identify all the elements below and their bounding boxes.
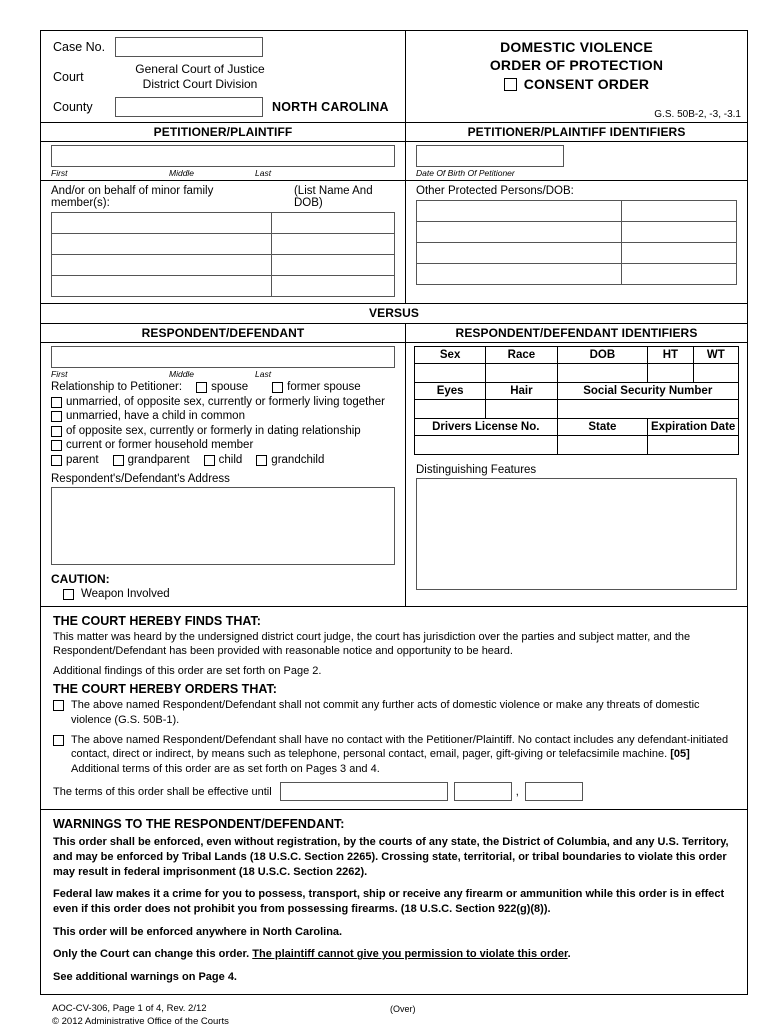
orders-heading: THE COURT HEREBY ORDERS THAT: (53, 682, 277, 697)
minor-dob-cell[interactable] (271, 213, 394, 234)
grandparent-label: grandparent (127, 453, 190, 466)
minor-name-cell[interactable] (52, 255, 272, 276)
petitioner-first-caption: First (51, 168, 68, 178)
effective-year-input[interactable] (525, 782, 583, 801)
household-label: current or former household member (66, 439, 254, 451)
table-row[interactable] (417, 222, 737, 243)
effective-date-input[interactable] (280, 782, 448, 801)
court-line-2: District Court Division (142, 77, 258, 91)
case-number-input[interactable] (115, 37, 263, 57)
dating-label: of opposite sex, currently or formerly in dating relationship (66, 424, 361, 437)
county-row (53, 97, 399, 117)
petitioner-dob-caption-wrap (416, 167, 737, 178)
petitioner-last-caption: Last (255, 168, 272, 178)
statute-citation: G.S. 50B-2, -3, -3.1 (654, 109, 741, 120)
respondent-name-captions (51, 368, 395, 379)
caution-label: CAUTION: (51, 572, 110, 586)
warning-paragraph-5: See additional warnings on Page 4. (53, 970, 237, 983)
identifiers-value-row-3[interactable] (415, 436, 739, 455)
warning-paragraph-3: This order will be enforced anywhere in North Carolina. (53, 925, 343, 938)
petitioner-name-captions (51, 167, 395, 178)
other-name-cell[interactable] (417, 264, 622, 285)
table-row[interactable] (52, 276, 395, 297)
findings-heading: THE COURT HEREBY FINDS THAT: (53, 614, 261, 628)
order-1-text: The above named Respondent/Defendant shall not commit any further acts of domestic violence or make any threats of domestic violence (G.S. 50B-1). (71, 699, 700, 726)
respondent-name-block (41, 343, 405, 379)
petitioner-identifiers-section-title: PETITIONER/PLAINTIFF IDENTIFIERS (467, 125, 686, 139)
consent-order-label: CONSENT ORDER (523, 75, 650, 92)
petitioner-dob-cell (405, 142, 747, 180)
other-protected-header (406, 181, 747, 200)
relationship-former-spouse-option[interactable] (272, 382, 361, 394)
petitioner-identifiers-title-cell (405, 123, 747, 141)
ssn-value[interactable] (557, 400, 738, 419)
orders-additional-terms: Additional terms of this order are as set forth on Pages 3 and 4. (71, 763, 380, 776)
warning-paragraph-2: Federal law makes it a crime for you to possess, transport, ship or receive any firearm or ammunition while this order is in effect even if this order does not prohibit you from possessing firearms. (18 U.S.C. Section 922(g)(8)). (53, 888, 725, 915)
race-value[interactable] (486, 364, 557, 383)
warning-4-prefix: Only the Court can change this order. (53, 948, 253, 961)
dl-header: Drivers License No. (415, 419, 558, 436)
minor-members-hint: (List Name And DOB) (293, 185, 373, 209)
grandchild-label: grandchild (271, 453, 325, 466)
petitioner-name-input[interactable] (51, 145, 395, 167)
relationship-option-grandchild[interactable] (256, 455, 324, 467)
warning-4-underlined: The plaintiff cannot give you permission to violate this order (252, 948, 568, 961)
distinguishing-features-input[interactable] (416, 478, 737, 590)
respondent-first-caption: First (51, 369, 68, 379)
dating-checkbox[interactable] (51, 426, 62, 437)
table-row[interactable] (417, 264, 737, 285)
form-title-block (405, 31, 747, 122)
relationship-option-cohabit[interactable] (51, 397, 395, 409)
form-title-line-2: ORDER OF PROTECTION (489, 57, 664, 74)
weapon-involved-option[interactable] (41, 588, 405, 606)
effective-until-row (53, 782, 735, 801)
respondent-title-row (41, 324, 747, 343)
minor-members-table (51, 212, 395, 297)
other-name-cell[interactable] (417, 201, 622, 222)
other-dob-cell[interactable] (621, 201, 736, 222)
minor-name-cell[interactable] (52, 213, 272, 234)
distinguishing-features-label: Distinguishing Features (416, 464, 537, 476)
consent-order-checkbox[interactable] (504, 78, 517, 91)
order-1-checkbox[interactable] (53, 700, 64, 711)
petitioner-dob-caption: Date Of Birth Of Petitioner (416, 168, 515, 178)
relationship-option-grandparent[interactable] (113, 455, 190, 467)
findings-additional: Additional findings of this order are set forth on Page 2. (53, 665, 322, 678)
petitioner-name-cell (41, 142, 405, 180)
relationship-option-child-in-common[interactable] (51, 411, 395, 423)
petitioner-section-title: PETITIONER/PLAINTIFF (153, 125, 293, 139)
hair-header: Hair (486, 383, 557, 400)
effective-until-label: The terms of this order shall be effective until (53, 785, 272, 798)
county-input[interactable] (115, 97, 263, 117)
petitioner-dob-input[interactable] (416, 145, 564, 167)
order-2-text: The above named Respondent/Defendant shall have no contact with the Petitioner/Plaintiff. No contact includes any defendant-initiated contact, direct or indirect, by means such as telephone, personal contact, email, pager, gift-giving or telefacsimile machine. (71, 733, 729, 761)
respondent-address-input[interactable] (51, 487, 395, 565)
order-2-text-wrap (71, 733, 735, 762)
versus-band (41, 304, 747, 324)
former-spouse-label: former spouse (287, 381, 361, 393)
header-row (41, 31, 747, 123)
petitioner-name-row (41, 142, 747, 181)
minor-name-cell[interactable] (52, 276, 272, 297)
table-row[interactable] (417, 201, 737, 222)
weapon-involved-checkbox[interactable] (63, 589, 74, 600)
cohabit-checkbox[interactable] (51, 397, 62, 408)
eyes-header: Eyes (415, 383, 486, 400)
race-header: Race (486, 347, 557, 364)
relationship-option-parent[interactable] (51, 455, 99, 467)
court-row (53, 62, 399, 92)
other-protected-label: Other Protected Persons/DOB: (416, 185, 574, 197)
dl-value[interactable] (415, 436, 558, 455)
former-spouse-checkbox[interactable] (272, 382, 283, 393)
other-dob-cell[interactable] (621, 264, 736, 285)
expiration-value[interactable] (648, 436, 739, 455)
cohabit-label: unmarried, of opposite sex, currently or formerly living together (66, 395, 385, 408)
respondent-title-cell (41, 324, 405, 342)
child-in-common-checkbox[interactable] (51, 411, 62, 422)
versus-label: VERSUS (369, 306, 419, 320)
other-name-cell[interactable] (417, 243, 622, 264)
court-division (115, 62, 285, 92)
grandchild-checkbox[interactable] (256, 455, 267, 466)
warning-paragraph-1: This order shall be enforced, even without registration, by the courts of any state, the District of Columbia, and any U.S. Territory, and may be enforced by Tribal Lands (18 U.S.C. Section 2265). Crossing state, territorial, or tribal boundaries to violate this order may result in federal imprisonment (18 U.S.C. Section 2262). (53, 836, 729, 878)
court-info-block (41, 31, 405, 122)
parent-label: parent (66, 453, 99, 466)
order-2-code: [05] (670, 748, 690, 761)
relationship-family-row (51, 455, 395, 467)
state-label: NORTH CAROLINA (272, 100, 389, 114)
identifiers-header-row-3 (415, 419, 739, 436)
wt-header: WT (693, 347, 738, 364)
state-header: State (557, 419, 648, 436)
table-row[interactable] (52, 234, 395, 255)
relationship-option-household[interactable] (51, 440, 395, 452)
ht-header: HT (648, 347, 693, 364)
respondent-name-input[interactable] (51, 346, 395, 368)
other-protected-cell (405, 181, 747, 303)
order-item-1[interactable] (53, 698, 735, 727)
footer-form-number: AOC-CV-306, Page 1 of 4, Rev. 2/12 (52, 1003, 207, 1015)
dob-value[interactable] (557, 364, 648, 383)
protected-persons-row (41, 181, 747, 304)
respondent-address-label: Respondent's/Defendant's Address (51, 473, 230, 485)
minor-members-header (41, 181, 405, 212)
other-dob-cell[interactable] (621, 222, 736, 243)
child-in-common-label: unmarried, have a child in common (66, 410, 245, 422)
case-number-label: Case No. (53, 40, 106, 54)
ssn-header: Social Security Number (557, 383, 738, 400)
grandparent-checkbox[interactable] (113, 455, 124, 466)
respondent-identifiers-cell (405, 343, 747, 606)
court-label: Court (53, 70, 84, 84)
other-dob-cell[interactable] (621, 243, 736, 264)
minor-dob-cell[interactable] (271, 276, 394, 297)
respondent-section-title: RESPONDENT/DEFENDANT (141, 326, 305, 340)
table-row[interactable] (417, 243, 737, 264)
findings-paragraph: This matter was heard by the undersigned district court judge, the court has jurisdiction over the parties and subject matter, and the Respondent/Defendant has been provided with reasonable notice and opportunity to be heard. (53, 631, 691, 658)
order-2-checkbox[interactable] (53, 735, 64, 746)
eyes-value[interactable] (415, 400, 486, 419)
relationship-label: Relationship to Petitioner: (51, 381, 183, 393)
dob-header: DOB (557, 347, 648, 364)
petitioner-title-cell (41, 123, 405, 141)
household-checkbox[interactable] (51, 440, 62, 451)
respondent-details-cell (41, 343, 405, 606)
expiration-header: Expiration Date (648, 419, 739, 436)
footer-over-note: (Over) (390, 1004, 416, 1015)
county-label: County (53, 100, 93, 114)
weapon-involved-label: Weapon Involved (81, 588, 170, 600)
minor-dob-cell[interactable] (271, 234, 394, 255)
minor-members-label: And/or on behalf of minor family member(s): (51, 185, 214, 209)
sex-header: Sex (415, 347, 486, 364)
order-item-2[interactable] (53, 733, 735, 762)
form-title-line-1: DOMESTIC VIOLENCE (500, 39, 653, 55)
case-number-row (53, 37, 399, 57)
table-row[interactable] (52, 213, 395, 234)
minor-members-cell (41, 181, 405, 303)
footer-copyright: © 2012 Administrative Office of the Courts (52, 1016, 229, 1028)
spouse-label: spouse (211, 381, 249, 393)
table-row[interactable] (52, 255, 395, 276)
state-value[interactable] (557, 436, 648, 455)
minor-name-cell[interactable] (52, 234, 272, 255)
minor-dob-cell[interactable] (271, 255, 394, 276)
effective-month-input[interactable] (454, 782, 512, 801)
relationship-options (41, 379, 405, 466)
spouse-checkbox[interactable] (196, 382, 207, 393)
respondent-last-caption: Last (255, 369, 272, 379)
child-checkbox[interactable] (204, 455, 215, 466)
respondent-identifiers-title-cell (405, 324, 747, 342)
warning-paragraph-4 (53, 947, 735, 962)
findings-orders-block (41, 607, 747, 810)
relationship-option-dating[interactable] (51, 426, 395, 438)
warning-4-suffix: . (567, 948, 571, 961)
petitioner-middle-caption: Middle (169, 168, 195, 178)
court-line-1: General Court of Justice (135, 62, 265, 76)
identifiers-value-row-2[interactable] (415, 400, 739, 419)
form-outer-frame (40, 30, 748, 995)
other-protected-table (416, 200, 737, 285)
child-label: child (218, 453, 243, 466)
relationship-spouse-option[interactable] (196, 382, 248, 394)
petitioner-title-row (41, 123, 747, 142)
warnings-heading: WARNINGS TO THE RESPONDENT/DEFENDANT: (53, 817, 345, 832)
respondent-body-row (41, 343, 747, 607)
relationship-option-child[interactable] (204, 455, 243, 467)
other-name-cell[interactable] (417, 222, 622, 243)
effective-comma: , (515, 785, 519, 798)
relationship-lead-row (51, 382, 395, 394)
identifiers-header-row-2 (415, 383, 739, 400)
identifiers-value-row-1[interactable] (415, 364, 739, 383)
parent-checkbox[interactable] (51, 455, 62, 466)
respondent-identifiers-section-title: RESPONDENT/DEFENDANT IDENTIFIERS (455, 326, 698, 340)
wt-value[interactable] (693, 364, 738, 383)
identifiers-header-row-1 (415, 347, 739, 364)
hair-value[interactable] (486, 400, 557, 419)
ht-value[interactable] (648, 364, 693, 383)
respondent-middle-caption: Middle (169, 369, 195, 379)
consent-order-row (414, 75, 739, 93)
respondent-identifiers-table (414, 346, 739, 455)
warnings-block (41, 810, 747, 994)
sex-value[interactable] (415, 364, 486, 383)
